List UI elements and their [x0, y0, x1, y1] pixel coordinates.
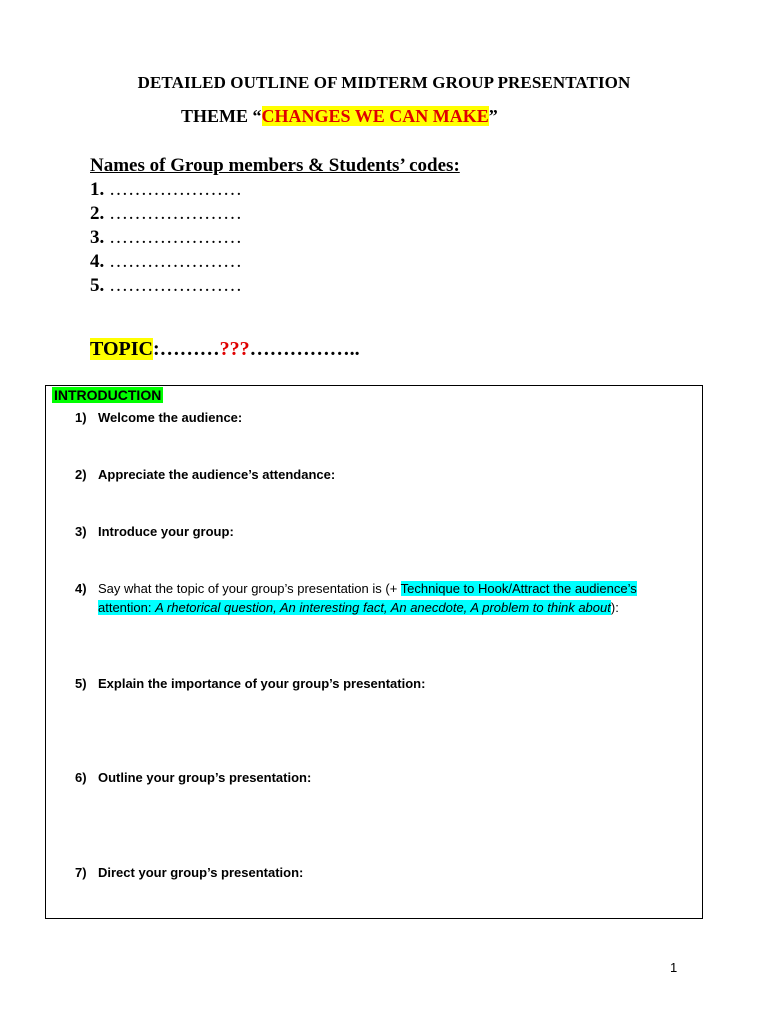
outline-item-text [98, 579, 683, 617]
member-number: 1. [90, 179, 105, 200]
outline-item-number: 1) [75, 410, 87, 425]
member-number: 5. [90, 275, 105, 296]
member-dots: ………………… [109, 275, 242, 296]
outline-item-text: Direct your group’s presentation: [98, 865, 304, 880]
group-members-heading: Names of Group members & Students’ codes: [90, 155, 460, 176]
topic-trailing-dots: …………….. [249, 338, 360, 360]
theme-line [181, 106, 498, 127]
member-number: 3. [90, 227, 105, 248]
introduction-box [45, 385, 703, 919]
theme-prefix: THEME “ [181, 106, 262, 126]
theme-highlight: CHANGES WE CAN MAKE [261, 106, 489, 126]
outline-item-text: Introduce your group: [98, 524, 234, 539]
outline-item-text: Welcome the audience: [98, 410, 243, 425]
member-dots: ………………… [109, 203, 242, 224]
outline-item-number: 5) [75, 676, 87, 691]
hook-technique-examples: A rhetorical question, An interesting fact, An anecdote, A problem to think about [155, 600, 611, 615]
page-number: 1 [670, 960, 678, 975]
outline-item-number: 4) [75, 581, 87, 596]
member-line[interactable] [90, 202, 460, 226]
member-dots: ………………… [109, 251, 242, 272]
member-dots: ………………… [109, 179, 242, 200]
outline-item-text: Outline your group’s presentation: [98, 770, 312, 785]
theme-suffix: ” [488, 106, 498, 126]
group-members-section [90, 154, 460, 298]
member-dots: ………………… [109, 227, 242, 248]
topic-dots: :……… [152, 338, 220, 360]
member-number: 2. [90, 203, 105, 224]
topic-question-marks: ??? [219, 338, 250, 360]
outline-item-text: Appreciate the audience’s attendance: [98, 467, 336, 482]
outline-item-number: 7) [75, 865, 87, 880]
outline-item-number: 3) [75, 524, 87, 539]
member-line[interactable] [90, 250, 460, 274]
member-line[interactable] [90, 226, 460, 250]
topic-line[interactable] [90, 338, 360, 361]
topic-label: TOPIC [90, 338, 153, 360]
member-number: 4. [90, 251, 105, 272]
member-line[interactable] [90, 178, 460, 202]
outline-item-text: Explain the importance of your group’s presentation: [98, 676, 426, 691]
introduction-label: INTRODUCTION [54, 387, 162, 403]
outline-item-text-end: ): [610, 600, 619, 615]
hook-technique-highlight: Technique to Hook/Attract the audience’s attention: [98, 581, 637, 615]
outline-item-text-start: Say what the topic of your group’s presentation is (+ [98, 581, 401, 596]
outline-item-number: 2) [75, 467, 87, 482]
member-line[interactable] [90, 274, 460, 298]
document-title: DETAILED OUTLINE OF MIDTERM GROUP PRESENTATION [137, 73, 631, 92]
outline-item-number: 6) [75, 770, 87, 785]
